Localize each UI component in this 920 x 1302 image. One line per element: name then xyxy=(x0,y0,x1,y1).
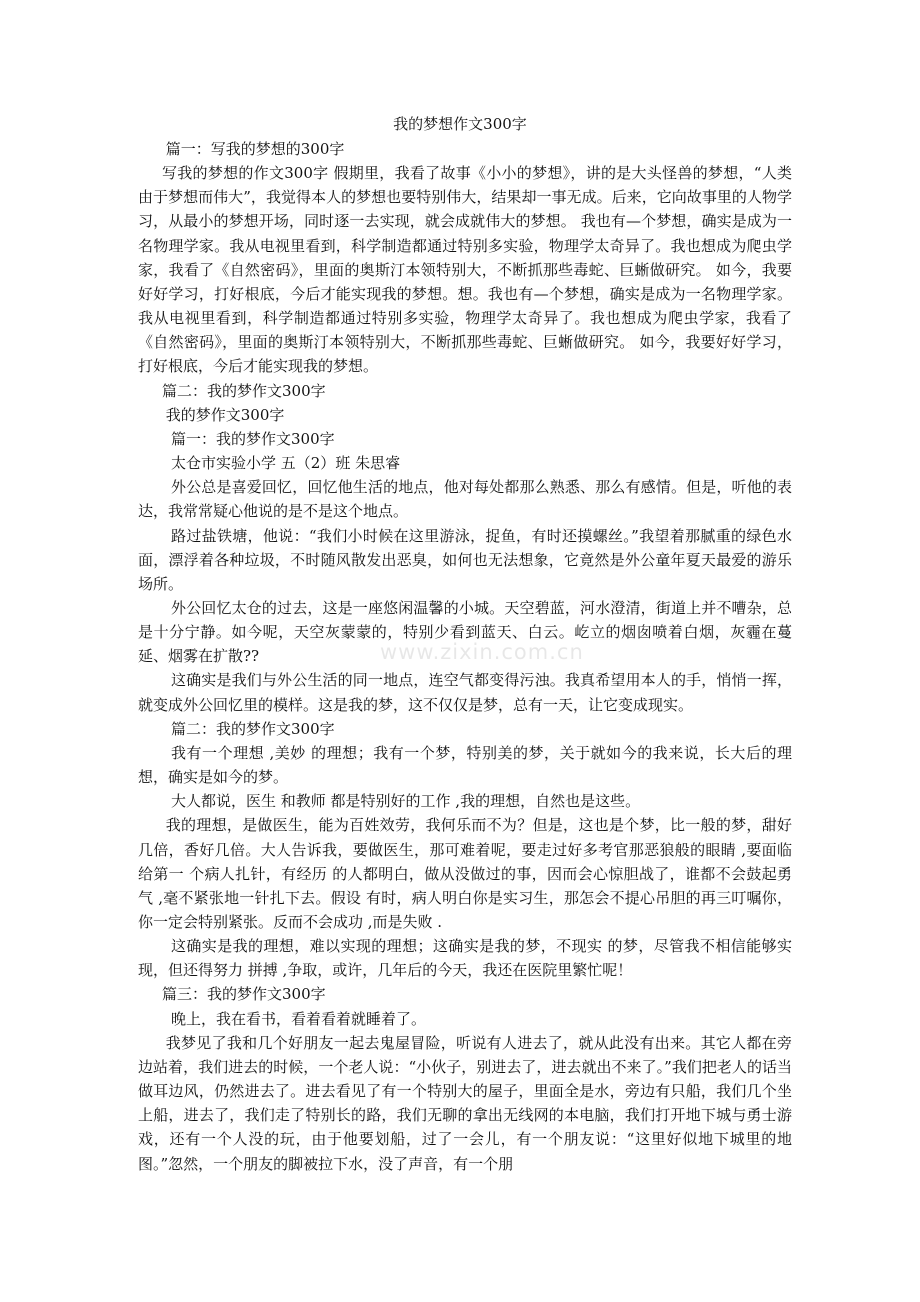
paragraph: 这确实是我的理想，难以实现的理想；这确实是我的梦，不现实 的梦，尽管我不相信能够实现，但还得努力 拼搏 ,争取，或许，几年后的今天，我还在医院里繁忙呢！ xyxy=(138,937,792,980)
paragraph: 大人都说，医生 和教师 都是特别好的工作 ,我的理想，自然也是这些。 xyxy=(171,792,641,811)
paragraph: 篇二：我的梦作文300字 xyxy=(171,719,335,738)
paragraph: 晚上，我在看书，看着看着就睡着了。 xyxy=(171,1009,427,1028)
paragraph: 篇一：我的梦作文300字 xyxy=(171,429,335,448)
paragraph: 篇二：我的梦作文300字 xyxy=(162,381,326,400)
paragraph: 篇一：写我的梦想的300字 xyxy=(165,140,345,158)
paragraph: 我的梦作文300字 xyxy=(165,405,285,424)
paragraph: 外公回忆太仓的过去，这是一座悠闲温馨的小城。天空碧蓝，河水澄清，街道上并不嘈杂，总是十分宁静。如今呢，天空灰蒙蒙的，特别少看到蓝天、白云。屹立的烟囱喷着白烟，灰霾在蔓延、烟雾在扩散?? xyxy=(138,598,792,666)
paragraph: 我的理想，是做医生，能为百姓效劳，我何乐而不为？但是，这也是个梦，比一般的梦，甜好几倍，香好几倍。大人告诉我，要做医生，那可难着呢，要走过好多考官那恶狼般的眼睛 ,要面临给第一 个病人扎针，有经历 的人都明白，做从没做过的事，因而会心惊胆战了，谁都不会鼓起勇气 ,毫不紧张地一针扎下去。假设 有时，病人明白你是实习生，那怎会不提心吊胆的再三叮嘱你，你一定会特别紧张。反而不会成功 ,而是失败 . xyxy=(138,816,792,931)
paragraph: 外公总是喜爱回忆，回忆他生活的地点，他对每处都那么熟悉、那么有感情。但是，听他的表达，我常常疑心他说的是不是这个地点。 xyxy=(138,478,792,521)
paragraph: 篇三：我的梦作文300字 xyxy=(162,985,326,1004)
paragraph: 这确实是我们与外公生活的同一地点，连空气都变得污浊。我真希望用本人的手，悄悄一挥，就变成外公回忆里的模样。这是我的梦，这不仅仅是梦，总有一天，让它变成现实。 xyxy=(138,671,792,714)
watermark-text: www.zixin.com.cn xyxy=(380,640,584,664)
paragraph: 路过盐铁塘，他说：“我们小时候在这里游泳，捉鱼，有时还摸螺丝。”我望着那腻重的绿色水面，漂浮着各种垃圾，不时随风散发出恶臭，如何也无法想象，它竟然是外公童年夏天最爱的游乐场所。 xyxy=(138,526,792,593)
paragraph: 太仓市实验小学 五（2）班 朱思睿 xyxy=(171,454,401,473)
document-title: 我的梦想作文300字 xyxy=(393,115,527,133)
paragraph: 我梦见了我和几个好朋友一起去鬼屋冒险，听说有人进去了，就从此没有出来。其它人都在旁边站着，我们进去的时候，一个老人说：“小伙子，别进去了，进去就出不来了。”我们把老人的话当做耳边风，仍然进去了。进去看见了有一个特别大的屋子，里面全是水，旁边有只船，我们几个坐上船，进去了，我们走了特别长的路，我们无聊的拿出无线网的本电脑，我们打开地下城与勇士游戏，还有一个人没的玩，由于他要划船，过了一会儿，有一个朋友说：“这里好似地下城里的地图。”忽然，一个朋友的脚被拉下水，没了声音，有一个朋 xyxy=(138,1033,792,1173)
paragraph: 我有一个理想 ,美妙 的理想；我有一个梦，特别美的梦，关于就如今的我来说，长大后的理想，确实是如今的梦。 xyxy=(138,743,792,787)
paragraph: 写我的梦想的作文300字 假期里，我看了故事《小小的梦想》，讲的是大头怪兽的梦想，“人类由于梦想而伟大”，我觉得本人的梦想也要特别伟大，结果却一事无成。后来，它向故事里的人物学习，从最小的梦想开场，同时逐一去实现，就会成就伟大的梦想。 我也有—个梦想，确实是成为一名物理学家。我从电视里看到，科学制造都通过特别多实验，物理学太奇异了。我也想成为爬虫学家，我看了《自然密码》，里面的奥斯汀本领特别大，不断抓那些毒蛇、巨蜥做研究。 如今，我要好好学习，打好根底，今后才能实现我的梦想。想。我也有—个梦想，确实是成为一名物理学家。我从电视里看到，科学制造都通过特别多实验，物理学太奇异了。我也想成为爬虫学家，我看了《自然密码》，里面的奥斯汀本领特别大，不断抓那些毒蛇、巨蜥做研究。 如今，我要好好学习，打好根底，今后才能实现我的梦想。 xyxy=(138,164,792,376)
